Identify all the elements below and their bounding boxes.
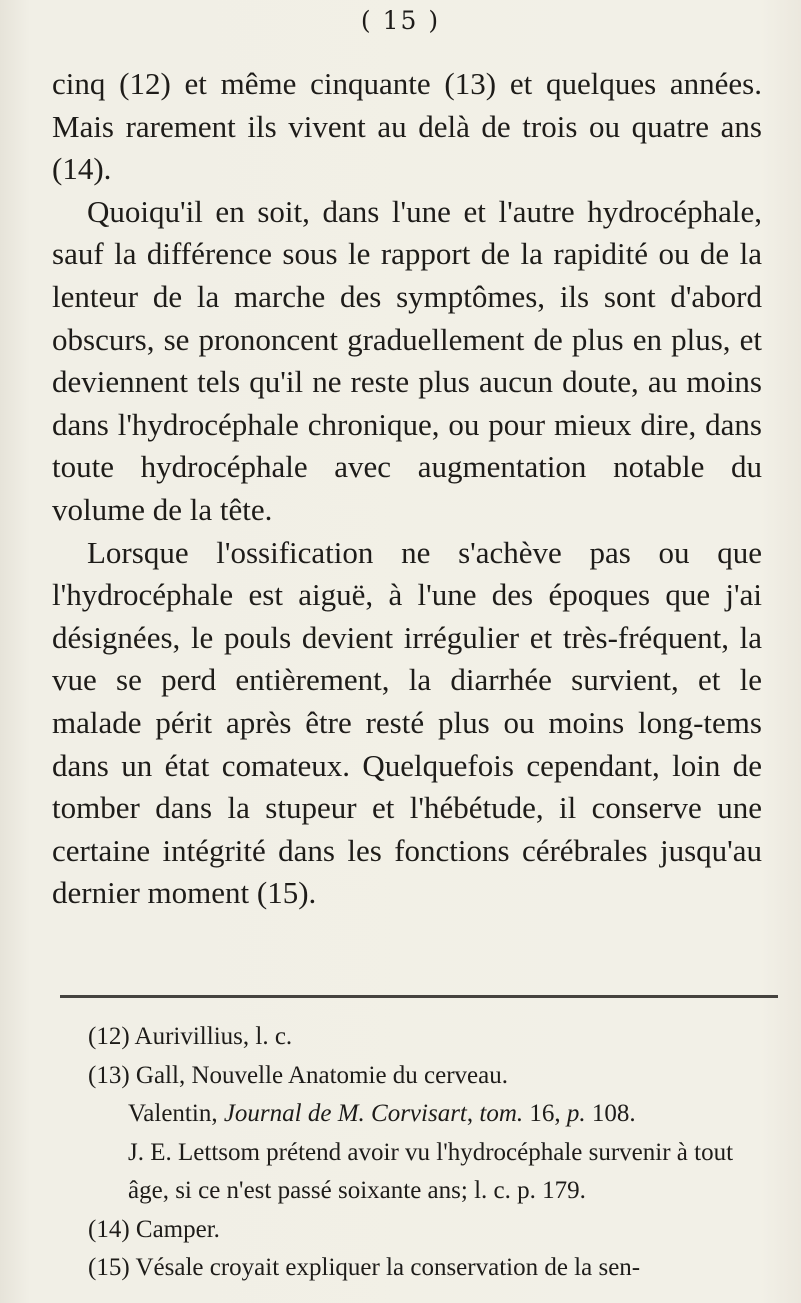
footnote-mark: (15) bbox=[88, 1254, 130, 1281]
paragraph-2: Quoiqu'il en soit, dans l'une et l'autre hydrocéphale, sauf la différence sous le rapport de la rapidité ou de la lenteur de la marche des symptômes, ils sont d'abord obscurs, se prononcent graduellement de plus en plus, et deviennent tels qu'il ne reste plus aucun doute, au moins dans l'hydrocéphale chronique, ou pour mieux dire, dans toute hydrocéphale avec augmentation notable du volume de la tête. bbox=[52, 193, 762, 527]
footnotes bbox=[88, 1018, 770, 1288]
footnote-continuation: Valentin, Journal de M. Corvisart, tom. 16, p. 108. bbox=[128, 1100, 636, 1127]
paragraph-1: cinq (12) et même cinquante (13) et quelques années. Mais rarement ils vivent au delà de trois ou quatre ans (14). bbox=[52, 66, 762, 187]
footnote-12 bbox=[88, 1018, 770, 1057]
footnote-text: Aurivillius, l. c. bbox=[134, 1023, 293, 1050]
footnote-14 bbox=[88, 1211, 770, 1250]
footnote-15 bbox=[88, 1249, 770, 1288]
footnote-divider bbox=[60, 995, 778, 998]
paragraph-3: Lorsque l'ossification ne s'achève pas ou que l'hydrocéphale est aiguë, à l'une des époques que j'ai désignées, le pouls devient irrégulier et très-fréquent, la vue se perd entièrement, la diarrhée survient, et le malade périt après être resté plus ou moins long-tems dans un état comateux. Quelquefois cependant, loin de tomber dans la stupeur et l'hébétude, il conserve une certaine intégrité dans les fonctions cérébrales jusqu'au dernier moment (15). bbox=[52, 534, 762, 911]
footnote-text: Camper. bbox=[135, 1215, 220, 1243]
footnote-continuation: J. E. Lettsom prétend avoir vu l'hydrocéphale survenir à tout âge, si ce n'est passé soixante ans; l. c. p. 179. bbox=[128, 1138, 734, 1204]
footnote-mark: (13) bbox=[88, 1061, 130, 1089]
footnote-text: Gall, Nouvelle Anatomie du cerveau. bbox=[135, 1061, 509, 1089]
page-number: ( 15 ) bbox=[360, 6, 441, 35]
footnote-13 bbox=[88, 1057, 770, 1211]
main-text bbox=[52, 63, 762, 915]
footnote-text: Vésale croyait expliquer la conservation de la sen- bbox=[135, 1254, 641, 1281]
footnote-mark: (12) bbox=[88, 1023, 130, 1050]
footnote-mark: (14) bbox=[88, 1215, 130, 1243]
